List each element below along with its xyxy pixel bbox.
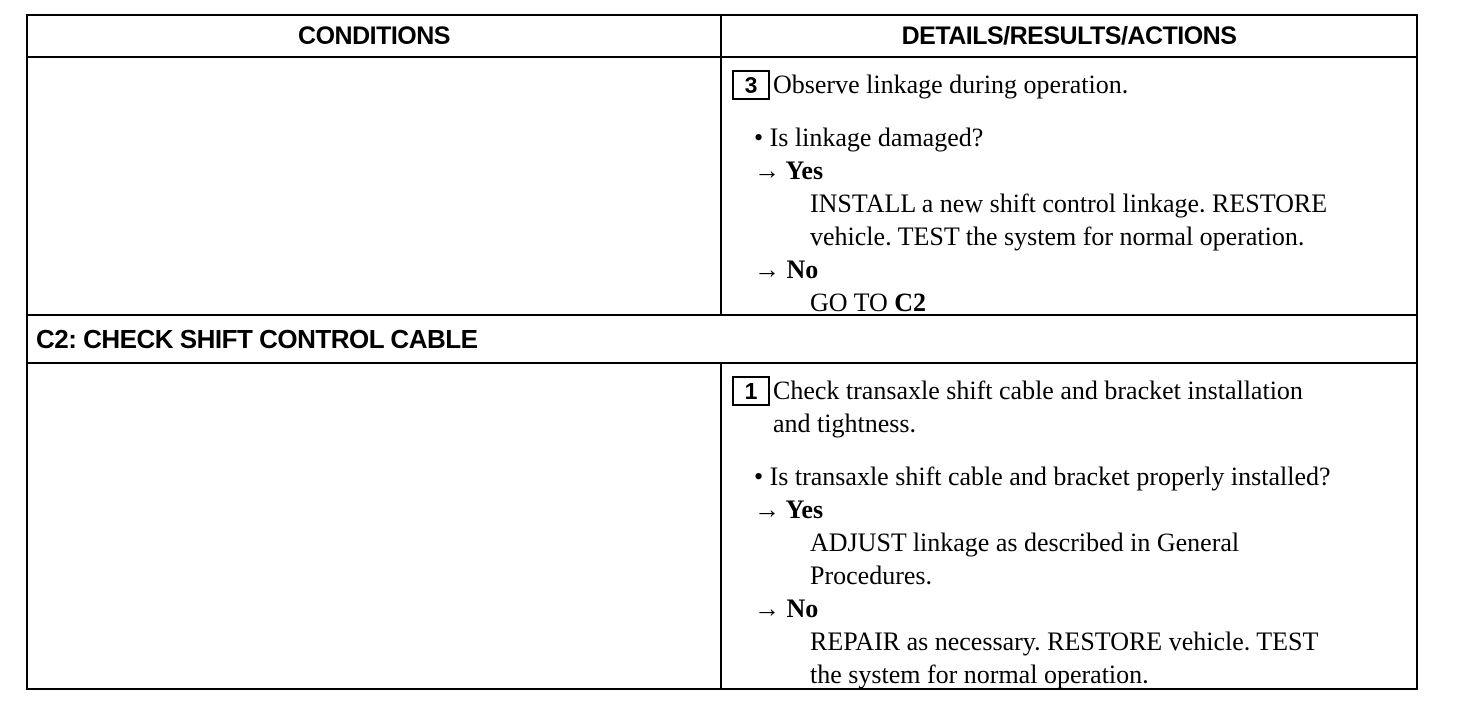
no-action-line1: REPAIR as necessary. RESTORE vehicle. TEST (810, 627, 1319, 656)
no-action-ref: C2 (894, 288, 927, 317)
step-number-box: 1 (732, 376, 770, 406)
step-text-line1: Check transaxle shift cable and bracket installation (773, 376, 1303, 405)
table-row (28, 364, 1416, 688)
details-cell (722, 58, 1416, 317)
conditions-header: CONDITIONS (28, 16, 722, 56)
yes-label: → Yes (754, 156, 824, 185)
yes-label: → Yes (754, 495, 824, 524)
table-header (28, 16, 1416, 58)
step-3 (732, 68, 1416, 101)
no-action-text: GO TO (810, 288, 895, 317)
no-action-line2: the system for normal operation. (810, 660, 1149, 689)
details-header: DETAILS/RESULTS/ACTIONS (901, 21, 1237, 50)
conditions-cell (28, 58, 722, 314)
step-number-box: 3 (732, 70, 770, 100)
yes-action-line1: INSTALL a new shift control linkage. RESTORE (810, 189, 1328, 218)
table-row (28, 58, 1416, 316)
no-action (732, 286, 1416, 319)
yes-action-line1: ADJUST linkage as described in General (810, 528, 1240, 557)
question: • Is transaxle shift cable and bracket properly installed? (754, 462, 1331, 491)
question: • Is linkage damaged? (754, 123, 984, 152)
no-label: → No (754, 255, 819, 284)
no-label: → No (754, 594, 819, 623)
diagnostic-table (26, 14, 1418, 690)
yes-action-line2: vehicle. TEST the system for normal operation. (810, 222, 1305, 251)
details-cell (722, 364, 1416, 688)
yes-action-line2: Procedures. (810, 561, 933, 590)
conditions-cell (28, 364, 722, 688)
step-text: Observe linkage during operation. (773, 70, 1129, 99)
step-1 (732, 374, 1416, 440)
section-title: C2: CHECK SHIFT CONTROL CABLE (28, 316, 1416, 364)
step-text (773, 374, 1416, 440)
step-text-line2: and tightness. (773, 409, 916, 438)
